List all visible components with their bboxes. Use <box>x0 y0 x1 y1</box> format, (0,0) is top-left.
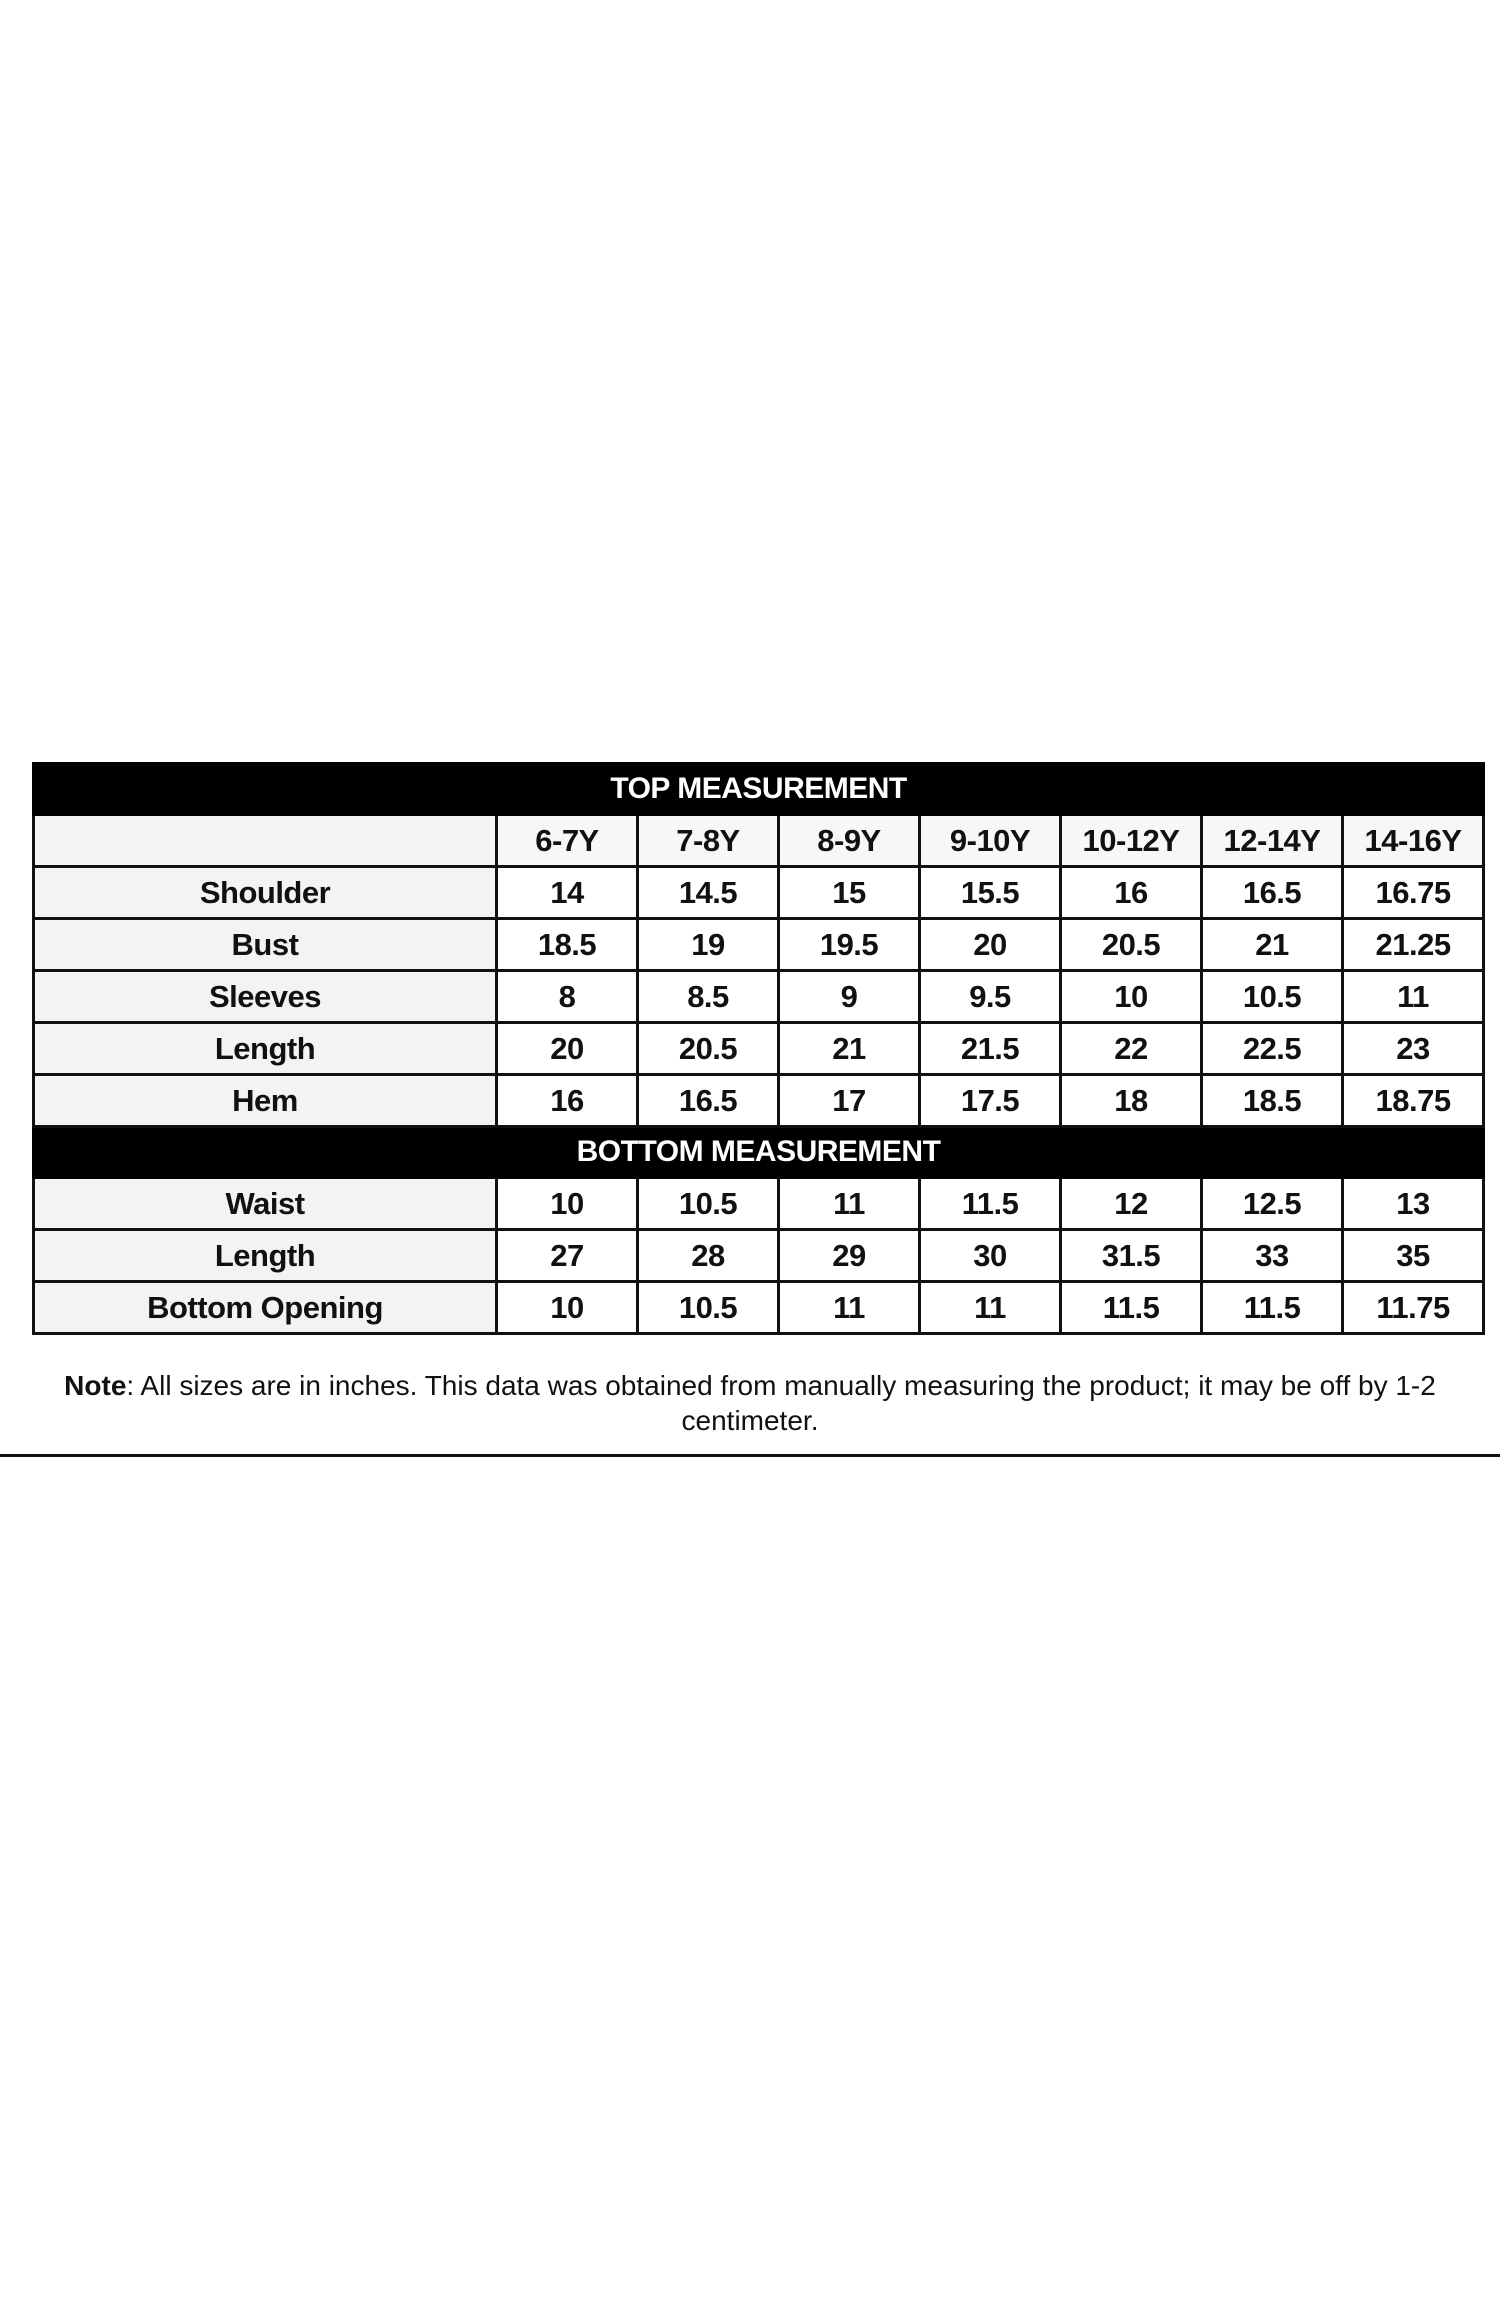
table-cell: 20 <box>497 1023 638 1075</box>
table-row <box>34 1075 1484 1127</box>
row-label: Waist <box>34 1178 497 1230</box>
table-cell: 8.5 <box>638 971 779 1023</box>
table-cell: 35 <box>1343 1230 1484 1282</box>
table-cell: 18.5 <box>1202 1075 1343 1127</box>
table-cell: 11 <box>779 1282 920 1334</box>
table-cell: 19 <box>638 919 779 971</box>
top-measurement-title: TOP MEASUREMENT <box>34 764 1484 815</box>
size-header: 10-12Y <box>1061 815 1202 867</box>
table-row <box>34 1230 1484 1282</box>
header-corner-cell <box>34 815 497 867</box>
table-cell: 16 <box>1061 867 1202 919</box>
table-cell: 18.5 <box>497 919 638 971</box>
table-cell: 13 <box>1343 1178 1484 1230</box>
size-table <box>32 762 1485 1335</box>
table-cell: 17 <box>779 1075 920 1127</box>
table-cell: 11.5 <box>1202 1282 1343 1334</box>
size-chart <box>32 762 1484 1335</box>
table-row <box>34 1023 1484 1075</box>
table-cell: 20.5 <box>1061 919 1202 971</box>
table-cell: 19.5 <box>779 919 920 971</box>
table-cell: 21 <box>779 1023 920 1075</box>
table-row <box>34 1282 1484 1334</box>
note-text: : All sizes are in inches. This data was obtained from manually measuring the product; it may be off by 1-2 centimeter. <box>126 1370 1436 1436</box>
table-row <box>34 919 1484 971</box>
table-cell: 31.5 <box>1061 1230 1202 1282</box>
table-cell: 33 <box>1202 1230 1343 1282</box>
table-cell: 11 <box>779 1178 920 1230</box>
top-measurement-title-row <box>34 764 1484 815</box>
table-cell: 12.5 <box>1202 1178 1343 1230</box>
table-cell: 10.5 <box>638 1178 779 1230</box>
bottom-measurement-title-row <box>34 1127 1484 1178</box>
table-cell: 10.5 <box>1202 971 1343 1023</box>
table-cell: 10.5 <box>638 1282 779 1334</box>
table-cell: 22.5 <box>1202 1023 1343 1075</box>
table-cell: 10 <box>1061 971 1202 1023</box>
table-cell: 15.5 <box>920 867 1061 919</box>
table-cell: 16.75 <box>1343 867 1484 919</box>
table-row <box>34 971 1484 1023</box>
table-cell: 9 <box>779 971 920 1023</box>
size-header: 12-14Y <box>1202 815 1343 867</box>
table-cell: 14 <box>497 867 638 919</box>
table-cell: 12 <box>1061 1178 1202 1230</box>
table-cell: 11 <box>920 1282 1061 1334</box>
size-header: 6-7Y <box>497 815 638 867</box>
size-header: 7-8Y <box>638 815 779 867</box>
row-label: Bust <box>34 919 497 971</box>
row-label: Hem <box>34 1075 497 1127</box>
size-header: 8-9Y <box>779 815 920 867</box>
table-row <box>34 1178 1484 1230</box>
table-cell: 10 <box>497 1178 638 1230</box>
table-cell: 20.5 <box>638 1023 779 1075</box>
table-cell: 14.5 <box>638 867 779 919</box>
table-cell: 11.5 <box>1061 1282 1202 1334</box>
table-cell: 30 <box>920 1230 1061 1282</box>
table-cell: 17.5 <box>920 1075 1061 1127</box>
divider <box>0 1454 1500 1457</box>
row-label: Bottom Opening <box>34 1282 497 1334</box>
note <box>60 1368 1440 1438</box>
table-cell: 11.75 <box>1343 1282 1484 1334</box>
table-cell: 27 <box>497 1230 638 1282</box>
table-cell: 18.75 <box>1343 1075 1484 1127</box>
table-cell: 16.5 <box>638 1075 779 1127</box>
table-cell: 22 <box>1061 1023 1202 1075</box>
size-header: 14-16Y <box>1343 815 1484 867</box>
row-label: Sleeves <box>34 971 497 1023</box>
table-cell: 29 <box>779 1230 920 1282</box>
table-cell: 15 <box>779 867 920 919</box>
table-cell: 9.5 <box>920 971 1061 1023</box>
bottom-measurement-title: BOTTOM MEASUREMENT <box>34 1127 1484 1178</box>
row-label: Shoulder <box>34 867 497 919</box>
row-label: Length <box>34 1230 497 1282</box>
table-cell: 28 <box>638 1230 779 1282</box>
table-cell: 16 <box>497 1075 638 1127</box>
table-cell: 20 <box>920 919 1061 971</box>
size-header: 9-10Y <box>920 815 1061 867</box>
table-cell: 8 <box>497 971 638 1023</box>
table-cell: 23 <box>1343 1023 1484 1075</box>
table-cell: 16.5 <box>1202 867 1343 919</box>
size-header-row <box>34 815 1484 867</box>
row-label: Length <box>34 1023 497 1075</box>
table-cell: 21.5 <box>920 1023 1061 1075</box>
table-cell: 11.5 <box>920 1178 1061 1230</box>
table-cell: 10 <box>497 1282 638 1334</box>
table-cell: 21.25 <box>1343 919 1484 971</box>
table-cell: 11 <box>1343 971 1484 1023</box>
table-cell: 21 <box>1202 919 1343 971</box>
table-cell: 18 <box>1061 1075 1202 1127</box>
table-row <box>34 867 1484 919</box>
note-label: Note <box>64 1370 127 1401</box>
